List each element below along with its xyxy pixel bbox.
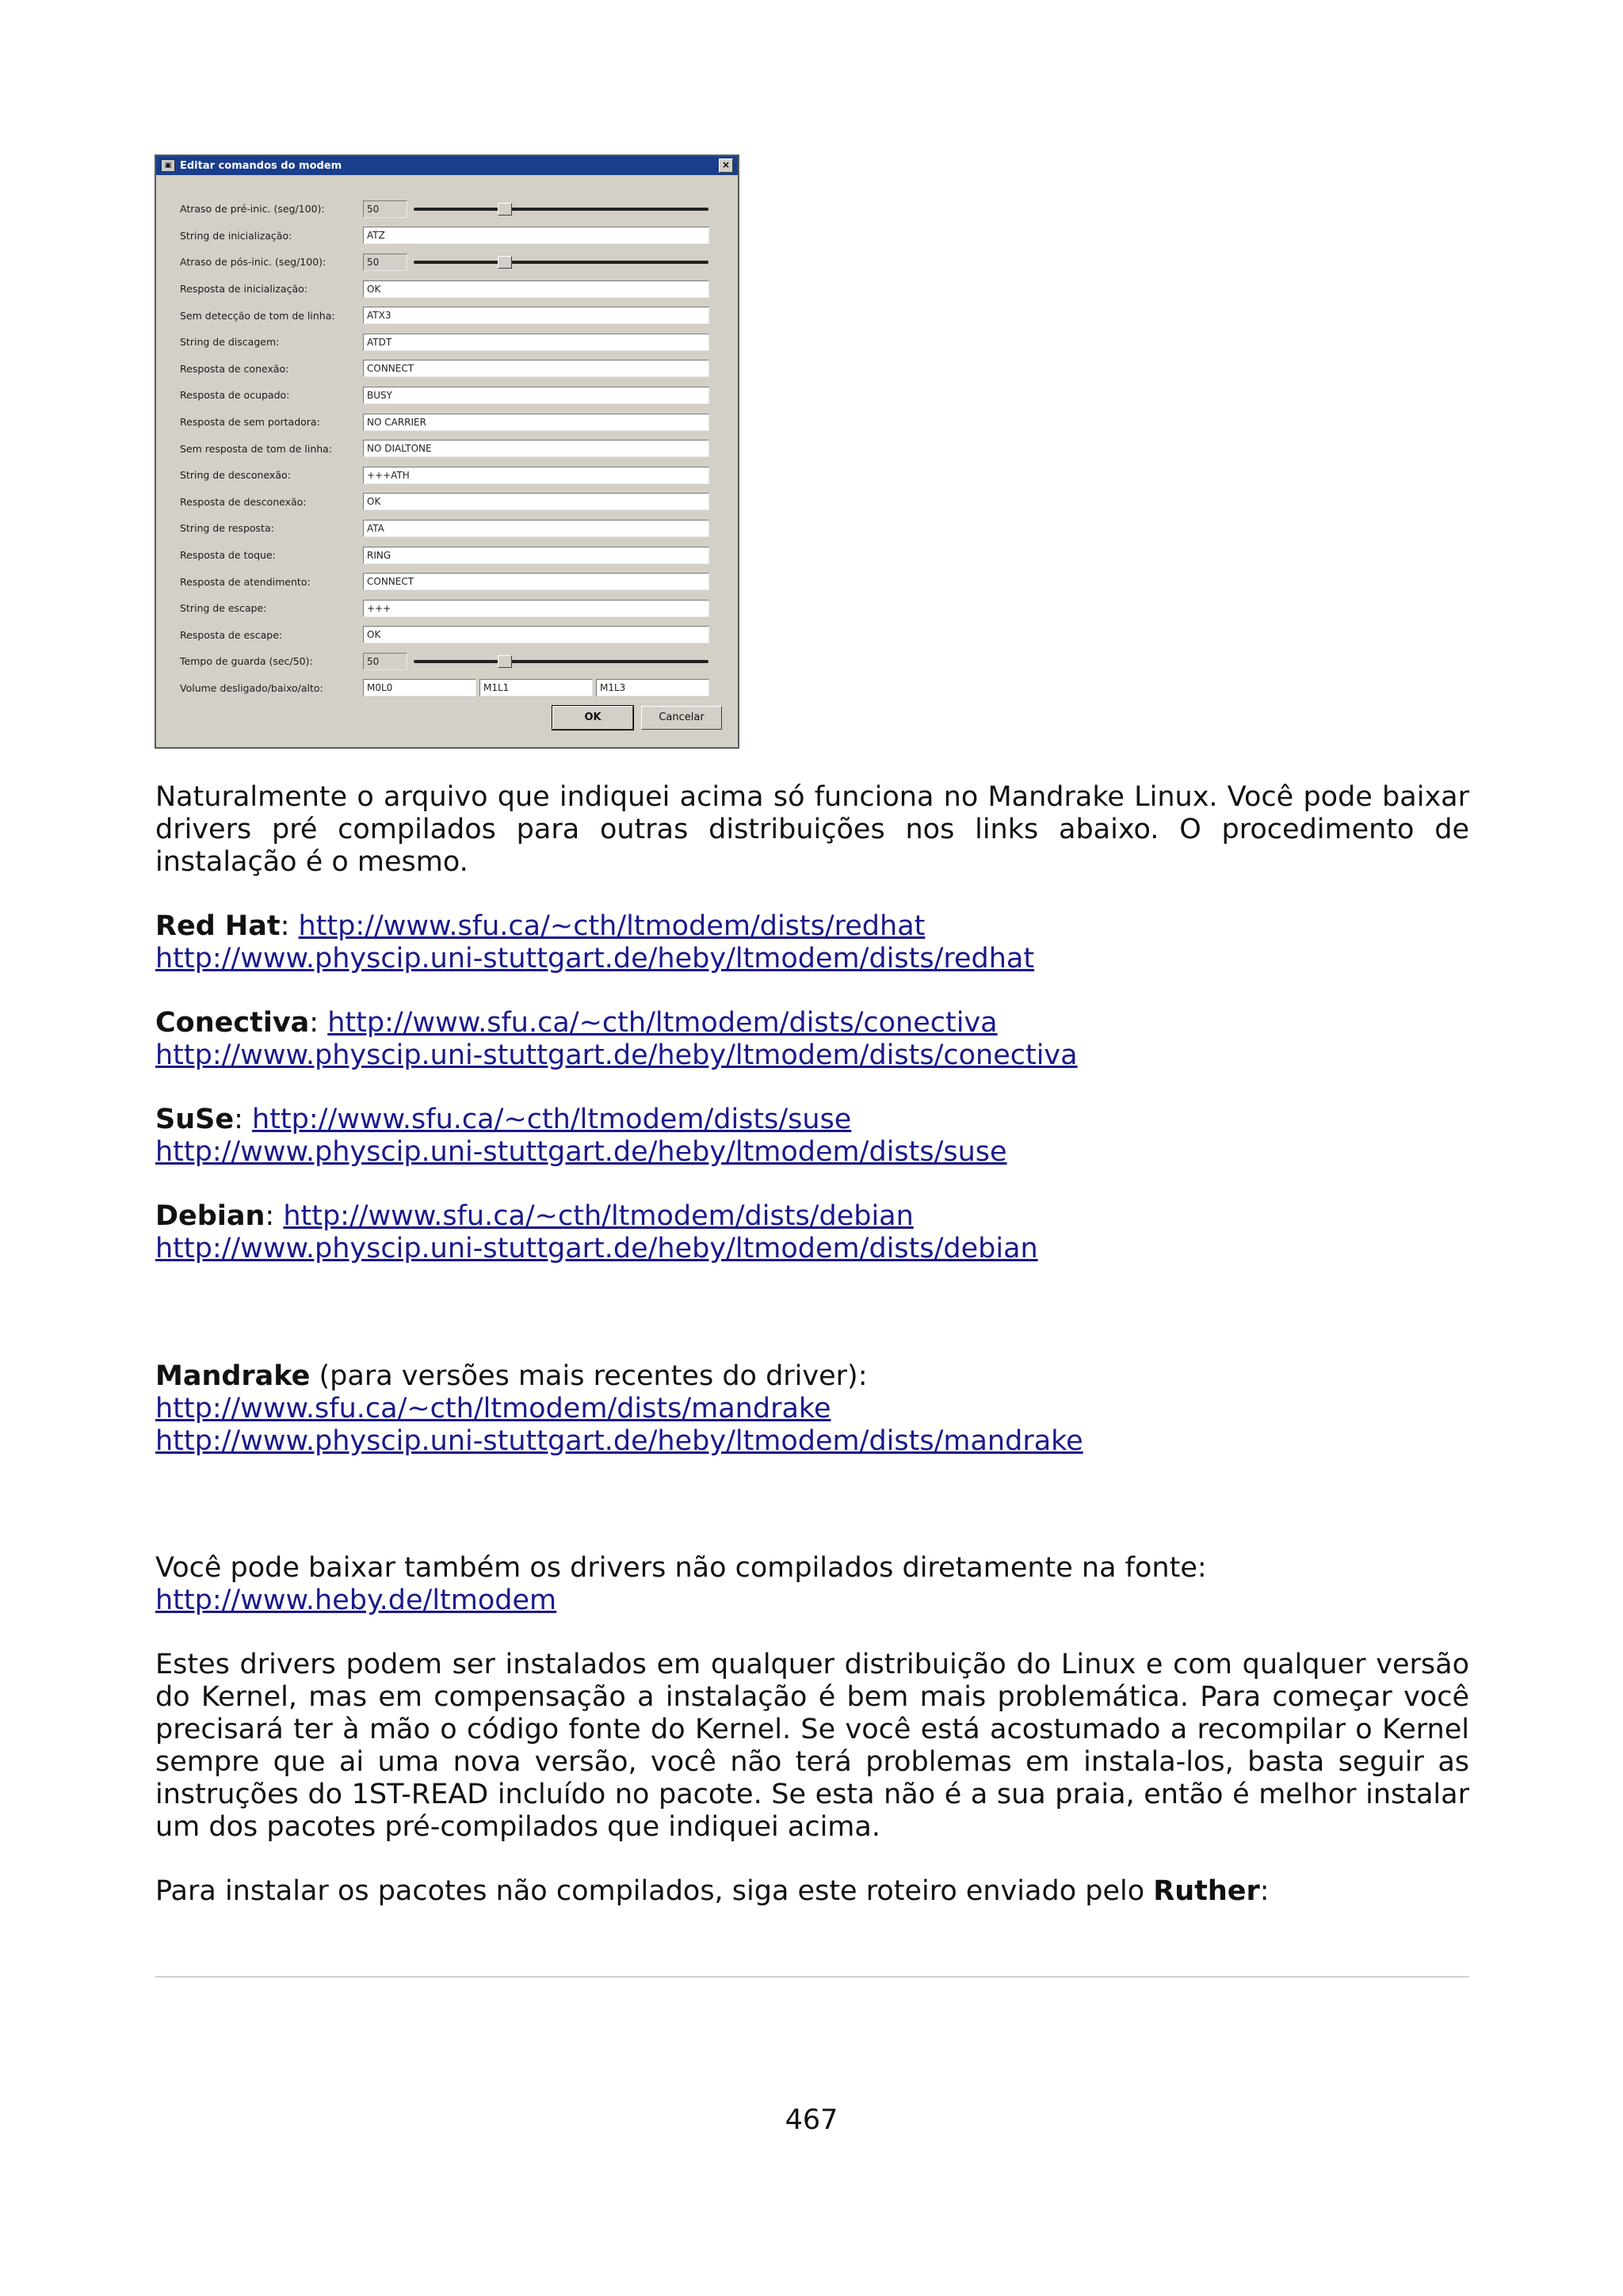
dialog-row bbox=[180, 595, 714, 622]
field-label: String de discagem: bbox=[180, 336, 280, 349]
conectiva-link-sfu[interactable]: http://www.sfu.ca/~cth/ltmodem/dists/conectiva bbox=[327, 1007, 998, 1039]
field-label: Tempo de guarda (sec/50): bbox=[180, 655, 313, 668]
spin-value[interactable]: 50 bbox=[363, 653, 407, 670]
field-label: Resposta de conexão: bbox=[180, 362, 289, 375]
field-label: Atraso de pós-inic. (seg/100): bbox=[180, 256, 327, 269]
spin-value[interactable]: 50 bbox=[363, 200, 407, 218]
dialog-row bbox=[180, 196, 714, 223]
distro-name: Red Hat bbox=[155, 910, 281, 942]
slider-track bbox=[414, 208, 708, 211]
body-text: Estes drivers podem ser instalados em qualquer distribuição do Linux e com qualquer versão do Kernel, mas em compensação a instalação é bem mais problemática. Para começar você precisará ter à mão o código fonte do Kernel. Se você está acostumado a recompilar o Kernel sempre que ai uma nova versão, você não terá problemas em instala-los, basta seguir as instruções do 1ST-READ incluído no pacote. Se esta não é a sua praia, então é melhor instalar um dos pacotes pré-compilados que indiquei acima. bbox=[155, 1649, 1469, 1843]
separator: : bbox=[309, 1007, 319, 1039]
slider[interactable] bbox=[414, 200, 708, 218]
text-field[interactable]: OK bbox=[363, 493, 709, 510]
volume-field[interactable]: M1L3 bbox=[596, 679, 709, 696]
dialog-row bbox=[180, 356, 714, 383]
text-field[interactable]: ATZ bbox=[363, 227, 709, 244]
separator: : bbox=[234, 1104, 243, 1135]
separator: : bbox=[265, 1200, 275, 1232]
dialog-row bbox=[180, 223, 714, 250]
field-label: Sem resposta de tom de linha: bbox=[180, 442, 333, 455]
body-paragraph bbox=[155, 1649, 1469, 1844]
footer-divider bbox=[155, 1976, 1469, 1978]
debian-link-physcip[interactable]: http://www.physcip.uni-stuttgart.de/heby/ltmodem/dists/debian bbox=[155, 1233, 1038, 1264]
text-field[interactable]: NO CARRIER bbox=[363, 414, 709, 431]
text-field[interactable]: NO DIALTONE bbox=[363, 440, 709, 457]
dialog-row bbox=[180, 409, 714, 436]
slider-thumb[interactable] bbox=[498, 655, 512, 668]
intro-text: Naturalmente o arquivo que indiquei acima só funciona no Mandrake Linux. Você pode baixar drivers pré compilados para outras distribuições nos links abaixo. O procedimento de instalação é o mesmo. bbox=[155, 781, 1469, 878]
dialog-row bbox=[180, 648, 714, 675]
slider-thumb[interactable] bbox=[498, 256, 512, 269]
field-label: Resposta de inicialização: bbox=[180, 283, 307, 296]
text-field[interactable]: ATA bbox=[363, 520, 709, 537]
distro-redhat bbox=[155, 910, 1469, 975]
dialog-titlebar bbox=[156, 156, 738, 175]
text-field[interactable]: BUSY bbox=[363, 387, 709, 404]
distro-conectiva bbox=[155, 1007, 1469, 1072]
field-label: Resposta de sem portadora: bbox=[180, 416, 320, 429]
final-text: Para instalar os pacotes não compilados, siga este roteiro enviado pelo bbox=[155, 1875, 1154, 1907]
field-label: Sem detecção de tom de linha: bbox=[180, 309, 335, 322]
text-field[interactable]: OK bbox=[363, 280, 709, 298]
suse-link-sfu[interactable]: http://www.sfu.ca/~cth/ltmodem/dists/suse bbox=[252, 1104, 852, 1135]
heby-link[interactable]: http://www.heby.de/ltmodem bbox=[155, 1585, 557, 1616]
dialog-title: Editar comandos do modem bbox=[180, 159, 342, 172]
separator: : bbox=[280, 910, 290, 942]
source-text: Você pode baixar também os drivers não compilados diretamente na fonte: bbox=[155, 1552, 1207, 1584]
close-button[interactable]: × bbox=[719, 158, 733, 173]
field-label: Resposta de toque: bbox=[180, 549, 276, 562]
suse-link-physcip[interactable]: http://www.physcip.uni-stuttgart.de/heby/ltmodem/dists/suse bbox=[155, 1136, 1007, 1168]
dialog-row bbox=[180, 329, 714, 356]
dialog-row bbox=[180, 276, 714, 303]
conectiva-link-physcip[interactable]: http://www.physcip.uni-stuttgart.de/heby/ltmodem/dists/conectiva bbox=[155, 1039, 1078, 1071]
distro-name: Mandrake bbox=[155, 1360, 311, 1392]
field-label: String de inicialização: bbox=[180, 229, 292, 242]
source-section bbox=[155, 1552, 1469, 1617]
dialog-buttons bbox=[552, 706, 722, 730]
field-label: Resposta de ocupado: bbox=[180, 389, 290, 402]
volume-field[interactable]: M1L1 bbox=[479, 679, 593, 696]
text-field[interactable]: OK bbox=[363, 626, 709, 643]
redhat-link-sfu[interactable]: http://www.sfu.ca/~cth/ltmodem/dists/redhat bbox=[298, 910, 926, 942]
text-field[interactable]: RING bbox=[363, 547, 709, 564]
field-label: String de escape: bbox=[180, 602, 267, 615]
dialog-row bbox=[180, 435, 714, 462]
ok-button[interactable]: OK bbox=[552, 706, 633, 730]
volume-field[interactable]: M0L0 bbox=[363, 679, 476, 696]
field-label: Volume desligado/baixo/alto: bbox=[180, 681, 323, 694]
mandrake-note: (para versões mais recentes do driver): bbox=[310, 1360, 868, 1392]
mandrake-link-physcip[interactable]: http://www.physcip.uni-stuttgart.de/heby/ltmodem/dists/mandrake bbox=[155, 1425, 1083, 1457]
distro-debian bbox=[155, 1200, 1469, 1265]
slider-track bbox=[414, 660, 708, 663]
slider[interactable] bbox=[414, 653, 708, 670]
dialog-row bbox=[180, 249, 714, 276]
dialog-row bbox=[180, 675, 714, 702]
field-label: Atraso de pré-inic. (seg/100): bbox=[180, 203, 325, 215]
separator: : bbox=[1259, 1875, 1270, 1907]
field-label: String de desconexão: bbox=[180, 469, 291, 482]
text-field[interactable]: +++ bbox=[363, 600, 709, 617]
field-label: String de resposta: bbox=[180, 522, 274, 535]
intro-paragraph bbox=[155, 781, 1469, 879]
mandrake-link-sfu[interactable]: http://www.sfu.ca/~cth/ltmodem/dists/mandrake bbox=[155, 1393, 831, 1425]
distro-name: Conectiva bbox=[155, 1007, 310, 1039]
distro-name: Debian bbox=[155, 1200, 265, 1232]
slider-track bbox=[414, 261, 708, 264]
field-label: Resposta de escape: bbox=[180, 628, 283, 641]
spin-value[interactable]: 50 bbox=[363, 254, 407, 271]
distro-name: SuSe bbox=[155, 1104, 235, 1135]
text-field[interactable]: CONNECT bbox=[363, 573, 709, 590]
dialog-row bbox=[180, 462, 714, 489]
author-name: Ruther bbox=[1153, 1875, 1260, 1907]
debian-link-sfu[interactable]: http://www.sfu.ca/~cth/ltmodem/dists/debian bbox=[283, 1200, 914, 1232]
dialog-form bbox=[180, 196, 714, 701]
dialog-row bbox=[180, 515, 714, 542]
dialog-row bbox=[180, 622, 714, 649]
slider-thumb[interactable] bbox=[498, 203, 512, 215]
final-paragraph bbox=[155, 1875, 1469, 1908]
redhat-link-physcip[interactable]: http://www.physcip.uni-stuttgart.de/heby/ltmodem/dists/redhat bbox=[155, 943, 1035, 974]
distro-mandrake bbox=[155, 1360, 1469, 1458]
dialog-row bbox=[180, 489, 714, 516]
text-field[interactable]: +++ATH bbox=[363, 467, 709, 484]
slider[interactable] bbox=[414, 254, 708, 271]
text-field[interactable]: ATX3 bbox=[363, 307, 709, 324]
field-label: Resposta de atendimento: bbox=[180, 575, 311, 588]
dialog-row bbox=[180, 382, 714, 409]
window-icon: ▣ bbox=[161, 159, 175, 172]
cancel-button[interactable]: Cancelar bbox=[641, 706, 722, 730]
page-number: 467 bbox=[785, 2104, 838, 2136]
distro-suse bbox=[155, 1104, 1469, 1169]
field-label: Resposta de desconexão: bbox=[180, 495, 307, 508]
dialog-row bbox=[180, 568, 714, 595]
dialog-row bbox=[180, 542, 714, 569]
text-field[interactable]: CONNECT bbox=[363, 360, 709, 377]
text-field[interactable]: ATDT bbox=[363, 334, 709, 351]
dialog-row bbox=[180, 302, 714, 329]
modem-commands-dialog bbox=[155, 154, 739, 749]
